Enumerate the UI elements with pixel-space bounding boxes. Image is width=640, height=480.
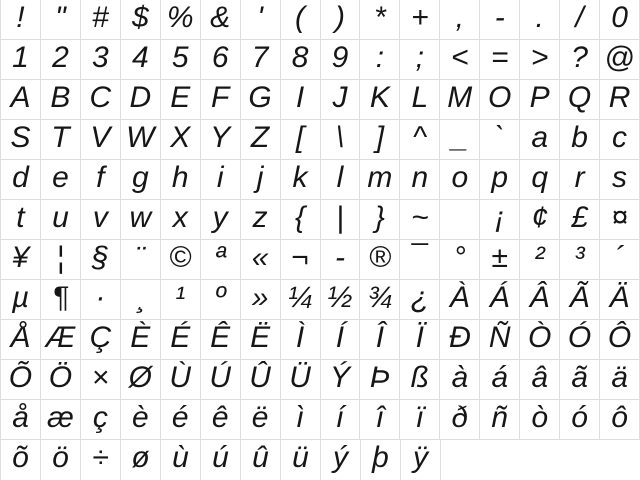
- glyph-cell-r8-c5[interactable]: ¹: [161, 280, 201, 320]
- glyph-cell-r10-c11[interactable]: ß: [400, 360, 440, 400]
- glyph-cell-r2-c4[interactable]: 4: [121, 40, 161, 80]
- glyph-cell-r8-c15[interactable]: Ã: [560, 280, 600, 320]
- glyph-cell-r9-c15[interactable]: Ó: [560, 320, 600, 360]
- glyph-cell-r9-c10[interactable]: Î: [360, 320, 400, 360]
- glyph-cell-r12-c4[interactable]: ø: [121, 440, 161, 480]
- glyph-cell-r9-c7[interactable]: Ë: [241, 320, 281, 360]
- glyph-cell-r7-c15[interactable]: ³: [560, 240, 600, 280]
- glyph-cell-r2-c1[interactable]: 1: [1, 40, 41, 80]
- glyph-cell-r11-c13[interactable]: ñ: [480, 400, 520, 440]
- glyph-cell-r3-c16[interactable]: R: [600, 80, 640, 120]
- glyph-cell-r4-c9[interactable]: \: [321, 120, 361, 160]
- glyph-cell-r7-c3[interactable]: §: [81, 240, 121, 280]
- glyph-cell-r7-c4[interactable]: ¨: [121, 240, 161, 280]
- glyph-cell-r5-c2[interactable]: e: [41, 160, 81, 200]
- glyph-cell-r6-c15[interactable]: £: [560, 200, 600, 240]
- glyph-cell-r10-c3[interactable]: ×: [81, 360, 121, 400]
- glyph-cell-r5-c15[interactable]: r: [560, 160, 600, 200]
- glyph-cell-r10-c13[interactable]: á: [480, 360, 520, 400]
- glyph-cell-r4-c3[interactable]: V: [81, 120, 121, 160]
- glyph-cell-r4-c6[interactable]: Y: [201, 120, 241, 160]
- glyph-cell-r3-c11[interactable]: L: [400, 80, 440, 120]
- glyph-row: [1, 320, 640, 360]
- glyph-cell-r2-c13[interactable]: =: [480, 40, 520, 80]
- glyph-cell-r7-c16[interactable]: ´: [600, 240, 640, 280]
- glyph-cell-r4-c2[interactable]: T: [41, 120, 81, 160]
- glyph-cell-r9-c1[interactable]: Å: [1, 320, 41, 360]
- glyph-cell-r3-c3[interactable]: C: [81, 80, 121, 120]
- glyph-cell-r8-c1[interactable]: µ: [1, 280, 41, 320]
- glyph-cell-r10-c5[interactable]: Ù: [161, 360, 201, 400]
- glyph-cell-r6-c3[interactable]: v: [81, 200, 121, 240]
- glyph-cell-r6-c12[interactable]: [440, 200, 480, 240]
- glyph-cell-r5-c13[interactable]: p: [480, 160, 520, 200]
- glyph-cell-r9-c16[interactable]: Ô: [600, 320, 640, 360]
- glyph-cell-r4-c16[interactable]: c: [600, 120, 640, 160]
- glyph-cell-r9-c2[interactable]: Æ: [41, 320, 81, 360]
- glyph-cell-r5-c14[interactable]: q: [520, 160, 560, 200]
- glyph-cell-r4-c8[interactable]: [: [281, 120, 321, 160]
- glyph-cell-r1-c6[interactable]: &: [201, 0, 241, 40]
- glyph-cell-r3-c15[interactable]: Q: [560, 80, 600, 120]
- glyph-cell-r10-c15[interactable]: ã: [560, 360, 600, 400]
- glyph-cell-r8-c9[interactable]: ½: [321, 280, 361, 320]
- glyph-cell-r8-c16[interactable]: Ä: [600, 280, 640, 320]
- glyph-cell-r7-c13[interactable]: ±: [480, 240, 520, 280]
- glyph-cell-r5-c8[interactable]: k: [281, 160, 321, 200]
- glyph-cell-r11-c14[interactable]: ò: [520, 400, 560, 440]
- glyph-row: [1, 40, 640, 80]
- glyph-cell-r9-c14[interactable]: Ò: [520, 320, 560, 360]
- glyph-cell-r6-c5[interactable]: x: [161, 200, 201, 240]
- glyph-cell-r4-c11[interactable]: ^: [400, 120, 440, 160]
- glyph-cell-r10-c12[interactable]: à: [440, 360, 480, 400]
- glyph-cell-r9-c13[interactable]: Ñ: [480, 320, 520, 360]
- glyph-cell-r1-c9[interactable]: ): [321, 0, 361, 40]
- glyph-cell-r12-c11[interactable]: ÿ: [401, 440, 441, 480]
- glyph-row: [1, 400, 640, 440]
- glyph-cell-r1-c2[interactable]: ": [41, 0, 81, 40]
- glyph-cell-r1-c1[interactable]: !: [1, 0, 41, 40]
- glyph-cell-r1-c8[interactable]: (: [281, 0, 321, 40]
- glyph-cell-r10-c10[interactable]: Þ: [360, 360, 400, 400]
- glyph-cell-r8-c4[interactable]: ¸: [121, 280, 161, 320]
- glyph-cell-r4-c5[interactable]: X: [161, 120, 201, 160]
- glyph-cell-r3-c12[interactable]: M: [440, 80, 480, 120]
- glyph-cell-r4-c10[interactable]: ]: [360, 120, 400, 160]
- glyph-cell-r3-c7[interactable]: G: [241, 80, 281, 120]
- empty-area: [441, 440, 640, 480]
- glyph-cell-r6-c8[interactable]: {: [281, 200, 321, 240]
- glyph-row: [1, 240, 640, 280]
- glyph-cell-r2-c7[interactable]: 7: [241, 40, 281, 80]
- glyph-cell-r12-c6[interactable]: ú: [201, 440, 241, 480]
- glyph-cell-r5-c6[interactable]: i: [201, 160, 241, 200]
- glyph-cell-r8-c12[interactable]: À: [440, 280, 480, 320]
- glyph-cell-r8-c3[interactable]: ·: [81, 280, 121, 320]
- glyph-cell-r6-c2[interactable]: u: [41, 200, 81, 240]
- glyph-cell-r1-c13[interactable]: -: [480, 0, 520, 40]
- glyph-cell-r10-c14[interactable]: â: [520, 360, 560, 400]
- glyph-cell-r5-c9[interactable]: l: [321, 160, 361, 200]
- glyph-cell-r7-c10[interactable]: ®: [360, 240, 400, 280]
- glyph-cell-r11-c3[interactable]: ç: [81, 400, 121, 440]
- glyph-cell-r9-c6[interactable]: Ê: [201, 320, 241, 360]
- glyph-cell-r1-c3[interactable]: #: [81, 0, 121, 40]
- glyph-cell-r8-c10[interactable]: ¾: [360, 280, 400, 320]
- glyph-cell-r2-c9[interactable]: 9: [321, 40, 361, 80]
- glyph-cell-r6-c10[interactable]: }: [360, 200, 400, 240]
- glyph-cell-r11-c8[interactable]: ì: [281, 400, 321, 440]
- glyph-cell-r5-c4[interactable]: g: [121, 160, 161, 200]
- glyph-cell-r2-c14[interactable]: >: [520, 40, 560, 80]
- glyph-cell-r5-c5[interactable]: h: [161, 160, 201, 200]
- glyph-cell-r6-c1[interactable]: t: [1, 200, 41, 240]
- glyph-row: [1, 440, 640, 480]
- glyph-cell-r8-c6[interactable]: º: [201, 280, 241, 320]
- glyph-cell-r11-c5[interactable]: é: [161, 400, 201, 440]
- glyph-cell-r11-c11[interactable]: ï: [400, 400, 440, 440]
- glyph-cell-r10-c8[interactable]: Ü: [281, 360, 321, 400]
- glyph-cell-r4-c1[interactable]: S: [1, 120, 41, 160]
- glyph-cell-r10-c16[interactable]: ä: [600, 360, 640, 400]
- glyph-row: [1, 200, 640, 240]
- glyph-cell-r11-c7[interactable]: ë: [241, 400, 281, 440]
- glyph-cell-r8-c2[interactable]: ¶: [41, 280, 81, 320]
- glyph-cell-r7-c14[interactable]: ²: [520, 240, 560, 280]
- glyph-cell-r11-c15[interactable]: ó: [560, 400, 600, 440]
- glyph-cell-r6-c11[interactable]: ~: [400, 200, 440, 240]
- glyph-cell-r2-c12[interactable]: <: [440, 40, 480, 80]
- glyph-cell-r6-c7[interactable]: z: [241, 200, 281, 240]
- glyph-cell-r1-c4[interactable]: $: [121, 0, 161, 40]
- glyph-row: [1, 280, 640, 320]
- glyph-cell-r5-c12[interactable]: o: [440, 160, 480, 200]
- glyph-cell-r9-c5[interactable]: É: [161, 320, 201, 360]
- glyph-cell-r4-c4[interactable]: W: [121, 120, 161, 160]
- glyph-cell-r12-c1[interactable]: õ: [1, 440, 41, 480]
- glyph-cell-r6-c14[interactable]: ¢: [520, 200, 560, 240]
- glyph-cell-r3-c13[interactable]: O: [480, 80, 520, 120]
- glyph-cell-r11-c2[interactable]: æ: [41, 400, 81, 440]
- glyph-cell-r7-c6[interactable]: ª: [201, 240, 241, 280]
- glyph-cell-r12-c9[interactable]: ý: [321, 440, 361, 480]
- glyph-cell-r11-c12[interactable]: ð: [440, 400, 480, 440]
- glyph-cell-r3-c2[interactable]: B: [41, 80, 81, 120]
- glyph-cell-r7-c8[interactable]: ¬: [281, 240, 321, 280]
- glyph-cell-r7-c5[interactable]: ©: [161, 240, 201, 280]
- glyph-cell-r10-c2[interactable]: Ö: [41, 360, 81, 400]
- glyph-cell-r11-c4[interactable]: è: [121, 400, 161, 440]
- glyph-cell-r3-c9[interactable]: J: [321, 80, 361, 120]
- glyph-cell-r9-c3[interactable]: Ç: [81, 320, 121, 360]
- glyph-cell-r3-c5[interactable]: E: [161, 80, 201, 120]
- glyph-cell-r10-c4[interactable]: Ø: [121, 360, 161, 400]
- glyph-cell-r3-c4[interactable]: D: [121, 80, 161, 120]
- glyph-cell-r10-c7[interactable]: Û: [241, 360, 281, 400]
- glyph-cell-r7-c2[interactable]: ¦: [41, 240, 81, 280]
- glyph-cell-r2-c3[interactable]: 3: [81, 40, 121, 80]
- glyph-cell-r7-c11[interactable]: ¯: [400, 240, 440, 280]
- glyph-cell-r5-c16[interactable]: s: [600, 160, 640, 200]
- glyph-cell-r8-c11[interactable]: ¿: [400, 280, 440, 320]
- glyph-cell-r11-c10[interactable]: î: [360, 400, 400, 440]
- glyph-cell-r9-c11[interactable]: Ï: [400, 320, 440, 360]
- glyph-cell-r2-c10[interactable]: :: [360, 40, 400, 80]
- glyph-cell-r10-c9[interactable]: Ý: [321, 360, 361, 400]
- glyph-cell-r12-c10[interactable]: þ: [361, 440, 401, 480]
- glyph-cell-r2-c6[interactable]: 6: [201, 40, 241, 80]
- glyph-cell-r11-c9[interactable]: í: [321, 400, 361, 440]
- glyph-cell-r9-c9[interactable]: Í: [321, 320, 361, 360]
- glyph-cell-r3-c8[interactable]: I: [281, 80, 321, 120]
- glyph-row: [1, 80, 640, 120]
- glyph-cell-r8-c8[interactable]: ¼: [281, 280, 321, 320]
- glyph-cell-r3-c1[interactable]: A: [1, 80, 41, 120]
- glyph-cell-r2-c2[interactable]: 2: [41, 40, 81, 80]
- glyph-cell-r6-c4[interactable]: w: [121, 200, 161, 240]
- glyph-cell-r10-c6[interactable]: Ú: [201, 360, 241, 400]
- glyph-cell-r11-c1[interactable]: å: [1, 400, 41, 440]
- glyph-cell-r1-c11[interactable]: +: [400, 0, 440, 40]
- glyph-cell-r1-c15[interactable]: /: [560, 0, 600, 40]
- glyph-row: [1, 360, 640, 400]
- glyph-cell-r6-c6[interactable]: y: [201, 200, 241, 240]
- glyph-row: [1, 0, 640, 40]
- glyph-cell-r6-c16[interactable]: ¤: [600, 200, 640, 240]
- glyph-cell-r3-c14[interactable]: P: [520, 80, 560, 120]
- glyph-cell-r7-c7[interactable]: «: [241, 240, 281, 280]
- glyph-cell-r7-c12[interactable]: °: [440, 240, 480, 280]
- glyph-cell-r12-c2[interactable]: ö: [41, 440, 81, 480]
- glyph-cell-r1-c16[interactable]: 0: [600, 0, 640, 40]
- glyph-cell-r2-c16[interactable]: @: [600, 40, 640, 80]
- glyph-cell-r12-c7[interactable]: û: [241, 440, 281, 480]
- glyph-cell-r2-c5[interactable]: 5: [161, 40, 201, 80]
- glyph-cell-r11-c6[interactable]: ê: [201, 400, 241, 440]
- glyph-cell-r4-c15[interactable]: b: [560, 120, 600, 160]
- glyph-cell-r5-c1[interactable]: d: [1, 160, 41, 200]
- glyph-cell-r1-c12[interactable]: ,: [440, 0, 480, 40]
- glyph-cell-r4-c14[interactable]: a: [520, 120, 560, 160]
- glyph-row: [1, 120, 640, 160]
- glyph-cell-r1-c5[interactable]: %: [161, 0, 201, 40]
- glyph-cell-r6-c13[interactable]: ¡: [480, 200, 520, 240]
- glyph-cell-r7-c1[interactable]: ¥: [1, 240, 41, 280]
- glyph-cell-r3-c10[interactable]: K: [360, 80, 400, 120]
- glyph-cell-r5-c10[interactable]: m: [360, 160, 400, 200]
- glyph-cell-r3-c6[interactable]: F: [201, 80, 241, 120]
- glyph-cell-r9-c12[interactable]: Ð: [440, 320, 480, 360]
- glyph-cell-r5-c7[interactable]: j: [241, 160, 281, 200]
- glyph-cell-r4-c12[interactable]: _: [440, 120, 480, 160]
- glyph-cell-r10-c1[interactable]: Õ: [1, 360, 41, 400]
- glyph-cell-r5-c11[interactable]: n: [400, 160, 440, 200]
- glyph-cell-r8-c13[interactable]: Á: [480, 280, 520, 320]
- glyph-cell-r2-c11[interactable]: ;: [400, 40, 440, 80]
- glyph-row: [1, 160, 640, 200]
- glyph-cell-r8-c14[interactable]: Â: [520, 280, 560, 320]
- glyph-cell-r4-c13[interactable]: `: [480, 120, 520, 160]
- glyph-cell-r8-c7[interactable]: »: [241, 280, 281, 320]
- glyph-cell-r12-c3[interactable]: ÷: [81, 440, 121, 480]
- glyph-cell-r6-c9[interactable]: |: [321, 200, 361, 240]
- glyph-cell-r2-c8[interactable]: 8: [281, 40, 321, 80]
- glyph-cell-r1-c14[interactable]: .: [520, 0, 560, 40]
- glyph-cell-r11-c16[interactable]: ô: [600, 400, 640, 440]
- glyph-cell-r1-c7[interactable]: ': [241, 0, 281, 40]
- glyph-cell-r7-c9[interactable]: -: [321, 240, 361, 280]
- glyph-cell-r12-c5[interactable]: ù: [161, 440, 201, 480]
- glyph-cell-r4-c7[interactable]: Z: [241, 120, 281, 160]
- glyph-cell-r12-c8[interactable]: ü: [281, 440, 321, 480]
- glyph-cell-r9-c8[interactable]: Ì: [281, 320, 321, 360]
- glyph-cell-r2-c15[interactable]: ?: [560, 40, 600, 80]
- glyph-cell-r9-c4[interactable]: È: [121, 320, 161, 360]
- glyph-cell-r1-c10[interactable]: *: [360, 0, 400, 40]
- glyph-cell-r5-c3[interactable]: f: [81, 160, 121, 200]
